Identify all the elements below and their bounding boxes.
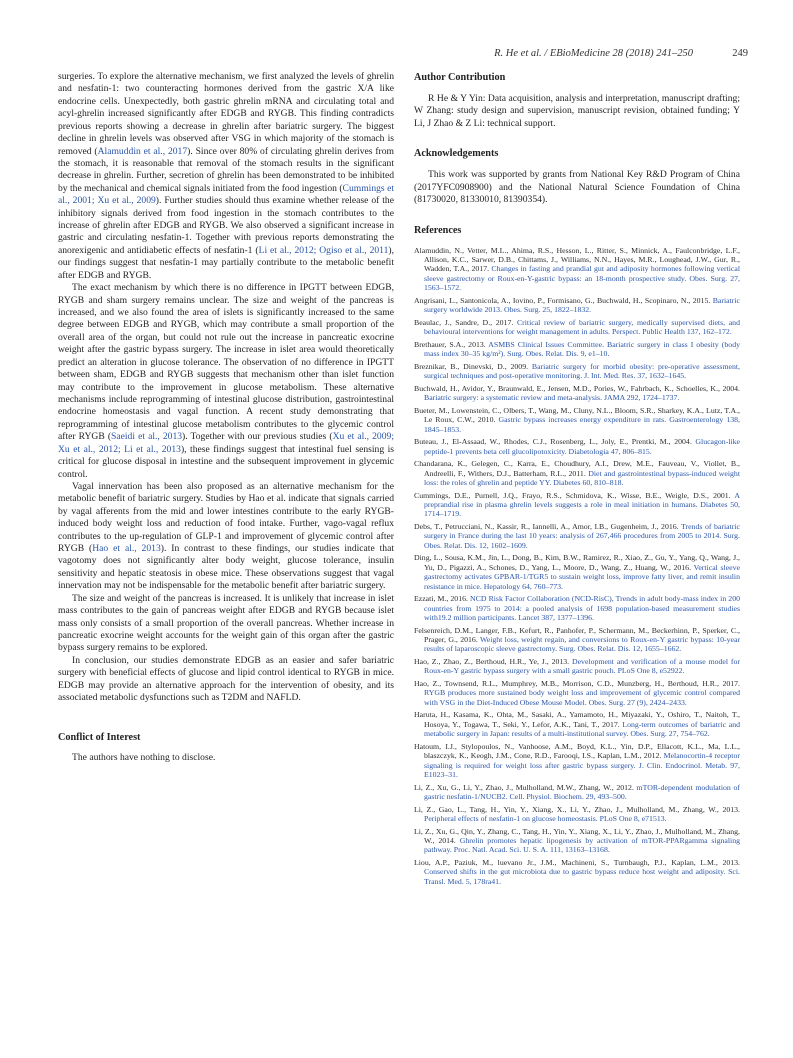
text: ). Since over 80% of circulating ghrelin derives from the stomach, it is reasonable that removal of the stomach results in the significant decrease in ghrelin. Further, secretion of ghrelin has been demonstrated to be inhibited by the mechanical and chemical signals initiated from the food ingestion (: [58, 145, 394, 194]
reference-link[interactable]: Trends of bariatric surgery in France during the last 10 years: analysis of 267,466 procedures from 2005 to 2014. Surg. Obes. Relat. Dis. 12, 1602–1609.: [424, 521, 740, 550]
reference-item: [414, 384, 740, 403]
right-column: [414, 71, 740, 889]
reference-authors: Liou, A.P., Paziuk, M., luevano Jr., J.M., Machineni, S., Turnbaugh, P.J., Kaplan, L.M., 2013.: [414, 858, 740, 868]
reference-link[interactable]: Weight loss, weight regain, and conversions to Roux-en-Y gastric bypass: 10-year results of laparoscopic sleeve gastrectomy. Surg. Obes. Relat. Dis. 12, 1655–1662.: [424, 635, 740, 654]
journal-citation: R. He et al. / EBioMedicine 28 (2018) 241–250: [494, 48, 693, 59]
reference-link[interactable]: NCD Risk Factor Collaboration (NCD-RisC), Trends in adult body-mass index in 200 countries from 1975 to 2014: a pooled analysis of 1698 population-based measurement studies with19.2 million participants. Lancet 387, 1377–1396.: [424, 594, 740, 622]
reference-item: [414, 783, 740, 802]
text: Vagal innervation has been also proposed as an alternative mechanism for the metabolic benefit of bariatric surgery. Studies by Hao et al. indicate that signals carried by vagal afferents from the mid and lower intestines contribute to the early RYGB-induced body weight loss and reduction of food intake. Further, vago-vagal reflux contributes to the up-regulation of GLP-1 and improvement of glycemic control after RYGB (: [58, 480, 394, 555]
reference-link[interactable]: Long-term outcomes of bariatric and metabolic surgery in Japan: results of a multi-institutional survey. Obes. Surg. 27, 754–762.: [424, 719, 740, 739]
reference-link[interactable]: RYGB produces more sustained body weight loss and improvement of glycemic control compared with VSG in the Diet-Induced Obese Mouse Model. Obes. Surg. 27 (9), 2424–2433.: [424, 688, 740, 707]
reference-item: [414, 805, 740, 824]
reference-item: [414, 626, 740, 654]
reference-link[interactable]: Vertical sleeve gastrectomy activates GPBAR-1/TGR5 to sustain weight loss, improve fatty liver, and remit insulin resistance in mice. Hepatology 64, 760–773.: [424, 562, 740, 591]
reference-authors: Buchwald, H., Avidor, Y., Braunwald, E., Jensen, M.D., Pories, W., Fahrbach, K., Schoelles, K., 2004.: [414, 383, 740, 393]
text: ), our findings suggest that nesfatin-1 may partially contribute to the metabolic benefit after EDGB and RYGB.: [58, 244, 394, 281]
reference-item: [414, 246, 740, 293]
text: ). Further studies should thus examine whether release of the inhibitory signals derived from food ingestion in the stomach contributes to the increase of ghrelin after EDGB and RYGB. We also observed a significant increase in gastric and circulating nesfatin-1. Together with previous reports demonstrating the anorexigenic and antidiabetic effects of nesfatin-1 (: [58, 195, 394, 256]
section-heading-acknowledgements: Acknowledgements: [414, 148, 499, 160]
author-contribution-text: R He & Y Yin: Data acquisition, analysis and interpretation, manuscript drafting; W Zhang: study design and supervision, manuscript revision, obtained funding; Y Li, J Zhao & Z Li: technical support.: [414, 93, 740, 129]
reference-link[interactable]: Ghrelin promotes hepatic lipogenesis by activation of mTOR-PPARgamma signaling pathway. Proc. Natl. Acad. Sci. U. S. A. 111, 13163–13168.: [424, 836, 740, 855]
reference-link[interactable]: Melanocortin-4 receptor signaling is required for weight loss after gastric bypass surgery. J. Clin. Endocrinol. Metab. 97, E1023–31.: [424, 751, 740, 780]
reference-authors: Breznikar, B., Dinevski, D., 2009.: [414, 361, 532, 371]
reference-item: [414, 710, 740, 738]
reference-item: [414, 553, 740, 591]
reference-authors: Chandarana, K., Gelegen, C., Karra, E., Choudhury, A.I., Drew, M.E., Fauveau, V., Viollet, B., Andreelli, F., Withers, D.J., Batterham, R.L., 2011.: [414, 459, 740, 478]
reference-authors: Debs, T., Petrucciani, N., Kassir, R., Iannelli, A., Amor, I.B., Gugenheim, J., 2016.: [414, 521, 682, 531]
citation-link[interactable]: Alamuddin et al., 2017: [97, 145, 188, 157]
text: The exact mechanism by which there is no difference in IPGTT between EDGB, RYGB and sham surgery remains unclear. The size and weight of the pancreas is increased, and we also found the area of islets is significantly increased to the same degree between EDGB and RYGB, which may contribute a small proportion of the overall area of the organ, but could not rule out the increase in pancreatic exocrine weight after the gastric bypass surgery. The increase in islet area would theoretically predict an alteration in glucose tolerance. The observation of no difference in IPGTT between sham, EDGB and RYGB suggests that mechanism other than islet function may contribute to the improvement in glucose metabolism. These alternative mechanisms include reprogramming of intestinal glucose distribution, gastrointestinal endocrine homeostasis and vagal function. A recent study demonstrating that reprogramming of intestinal glucose metabolism contributes to the glycemic control after RYGB (: [58, 282, 394, 443]
citation-link[interactable]: Li et al., 2012; Ogiso et al., 2011: [258, 244, 389, 256]
reference-link[interactable]: Diet and gastrointestinal bypass-induced weight loss: the roles of ghrelin and peptide YY. Diabetes 60, 810–818.: [424, 468, 740, 487]
reference-item: [414, 362, 740, 381]
reference-item: [414, 522, 740, 550]
reference-link[interactable]: Critical review of bariatric surgery, medically supervised diets, and behavioural interventions for weight management in adults. Perspect. Public Health 137, 162–172.: [424, 317, 740, 337]
reference-link[interactable]: Gastric bypass increases energy expenditure in rats. Gastroenterology 138, 1845–1853.: [424, 415, 741, 434]
running-header: [300, 48, 748, 62]
paragraph-pancreas: The size and weight of the pancreas is increased. It is unlikely that increase in islet mass contributes to the gain of pancreas weight after EDGB and RYGB because islet mass only consists of a small proportion of the overall pancreas. Whether increase in pancreatic exocrine weight accounts for the weight gain of this organ after the gastric bypass surgery remains to be explored.: [58, 592, 394, 654]
reference-authors: Felsenreich, D.M., Langer, F.B., Kefurt, R., Panhofer, P., Schermann, M., Beckerhinn, P., Sperker, C., Prager, G., 2016.: [414, 625, 740, 644]
citation-link[interactable]: Hao et al., 2013: [92, 543, 161, 555]
reference-link[interactable]: Conserved shifts in the gut microbiota due to gastric bypass reduce host weight and adiposity. Sci. Transl. Med. 5, 178ra41.: [424, 867, 740, 886]
reference-item: [414, 340, 740, 359]
reference-authors: Buteau, J., El-Assaad, W., Rhodes, C.J., Rosenberg, L., Joly, E., Prentki, M., 2004.: [414, 437, 696, 447]
reference-link[interactable]: mTOR-dependent modulation of gastric nesfatin-1/NUCB2. Cell. Physiol. Biochem. 29, 493–500.: [424, 782, 740, 802]
reference-authors: Hao, Z., Townsend, R.L., Mumphrey, M.B., Morrison, C.D., Munzberg, H., Berthoud, H.R., 2017.: [414, 679, 740, 688]
reference-authors: Alamuddin, N., Vetter, M.L., Ahima, R.S., Hesson, L., Ritter, S., Minnick, A., Faulconbridge, L.F., Allison, K.C., Sarwer, D.B., Chittams, J., Williams, N.N., Hayes, M.R., Loughead, J.W., Gur, R., Wadden, T.A., 2017.: [414, 245, 740, 274]
reference-authors: Li, Z., Xu, G., Qin, Y., Zhang, C., Tang, H., Yin, Y., Xiang, X., Li, Y., Zhao, J., Mulholland, M., Zhang, W., 2014.: [414, 826, 740, 846]
reference-item: [414, 679, 740, 707]
reference-authors: Haruta, H., Kasama, K., Ohta, M., Sasaki, A., Yamamoto, H., Miyazaki, Y., Oshiro, T., Naitoh, T., Hosoya, Y., Togawa, T., Seki, Y., Lefor, A.K., Tani, T., 2017.: [414, 710, 740, 729]
reference-item: [414, 318, 740, 337]
reference-authors: Hao, Z., Zhao, Z., Berthoud, H.R., Ye, J., 2013.: [414, 657, 572, 666]
acknowledgements-text: This work was supported by grants from National Key R&D Program of China (2017YFC0908900) and the National Natural Science Foundation of China (81730020, 81330010, 81390354).: [414, 169, 740, 206]
reference-link[interactable]: Peripheral effects of nesfatin-1 on glucose homeostasis. PLoS One 8, e71513.: [424, 814, 667, 824]
reference-authors: Ding, L., Sousa, K.M., Jin, L., Dong, B., Kim, B.W., Ramirez, R., Xiao, Z., Gu, Y., Yang, Q., Wang, J., Yu, D., Pigazzi, A., Schones, D., Yang, L., Moore, D., Wang, Z., Huang, W., 2016.: [414, 553, 740, 572]
paragraph-conclusion: In conclusion, our studies demonstrate EDGB as an easier and safer bariatric surgery with beneficial effects of glucose and lipid control identical to RYGB in mice. EDGB may provide an alternative approach for the intervention of obesity, and its associated metabolic dysfunctions such as T2DM and NAFLD.: [58, 654, 394, 704]
reference-link[interactable]: Bariatric surgery: a systematic review and meta-analysis. JAMA 292, 1724–1737.: [424, 393, 680, 403]
reference-item: [414, 657, 740, 676]
text: surgeries. To explore the alternative mechanism, we first analyzed the levels of ghrelin and nesfatin-1: two counteracting hormones derived from the gastric X/A like endocrine cells. Unexpectedly, both gastric ghrelin mRNA and circulating total and acyl-ghrelin increased significantly after EDGB and RYGB. This finding contradicts previous reports showing a decrease in ghrelin after bariatric surgery. The biggest decline in ghrelin levels was observed after VSG in which majority of the stomach is removed (: [58, 71, 394, 157]
reference-link[interactable]: Changes in fasting and prandial gut and adiposity hormones following vertical sleeve gastrectomy or Roux-en-Y-gastric bypass: an 18-month prospective study. Obes. Surg. 27, 1563–1572.: [424, 264, 740, 293]
reference-item: [414, 406, 740, 434]
reference-authors: Li, Z., Xu, G., Li, Y., Zhao, J., Mulholland, M.W., Zhang, W., 2012.: [414, 782, 637, 792]
reference-link[interactable]: ASMBS Clinical Issues Committee. Bariatric surgery in class I obesity (body mass index 30–35 kg/m²). Surg. Obes. Relat. Dis. 9, e1–10.: [424, 339, 740, 359]
reference-authors: Beaulac, J., Sandre, D., 2017.: [414, 317, 517, 327]
left-column: [58, 71, 394, 764]
page-number: 249: [732, 48, 748, 59]
reference-authors: Li, Z., Gao, L., Tang, H., Yin, Y., Xiang, X., Li, Y., Zhao, J., Mulholland, M., Zhang, W., 2013.: [414, 804, 740, 814]
reference-link[interactable]: Bariatric surgery worldwide 2013. Obes. Surg. 25, 1822–1832.: [424, 295, 740, 315]
reference-item: [414, 858, 740, 886]
reference-link[interactable]: Bariatric surgery for morbid obesity: pre-operative assessment, surgical techniques and post-operative monitoring. J. Int. Med. Res. 37, 1632–1645.: [424, 361, 740, 381]
text: ), these findings suggest that intestinal fuel sensing is critical for glucose disposal in intestine and the subsequent improvement in glycemic control.: [58, 443, 394, 480]
reference-authors: Cummings, D.E., Purnell, J.Q., Frayo, R.S., Schmidova, K., Wisse, B.E., Weigle, D.S., 2001.: [414, 490, 735, 500]
reference-link[interactable]: Glucagon-like peptide-1 prevents beta cell glucolipotoxicity. Diabetologia 47, 806–815.: [424, 437, 740, 456]
citation-link[interactable]: Xu et al., 2009; Xu et al., 2012; Li et al., 2013: [58, 431, 394, 455]
reference-item: [414, 459, 740, 487]
reference-authors: Ezzati, M., 2016.: [414, 594, 471, 604]
section-heading-references: References: [414, 224, 462, 236]
citation-link[interactable]: Saeidi et al., 2013: [111, 431, 183, 443]
text: ). In contrast to these findings, our studies indicate that vagotomy does not significantly alter body weight, glucose tolerance, insulin sensitivity and hepatic steatosis in obese mice. These observations suggest that vagal innervation may not be indispensable for the metabolic benefit after bariatric surgery.: [58, 543, 395, 592]
reference-list: [414, 246, 740, 887]
reference-authors: Brethauer, S.A., 2013.: [414, 339, 489, 349]
reference-item: [414, 594, 740, 622]
citation-link[interactable]: Cummings et al., 2001; Xu et al., 2009: [58, 182, 395, 207]
reference-item: [414, 491, 740, 519]
section-heading-conflict: Conflict of Interest: [58, 731, 141, 743]
paragraph-vagal: [58, 481, 394, 593]
reference-authors: Bueter, M., Lowenstein, C., Olbers, T., Wang, M., Cluny, N.L., Bloom, S.R., Sharkey, K.A., Lutz, T.A., Le Roux, C.W., 2010.: [414, 405, 740, 425]
reference-authors: Hatoum, I.J., Stylopoulos, N., Vanhoose, A.M., Boyd, K.L., Yin, D.P., Ellacott, K.L., Ma, L.L., blaszczyk, K., Keogh, J.M., Cone, R.D., Farooqi, I.S., Kaplan, L.M., 2012.: [414, 741, 740, 761]
conflict-text: The authors have nothing to disclose.: [72, 751, 216, 763]
reference-link[interactable]: A preprandial rise in plasma ghrelin levels suggests a role in meal initiation in humans. Diabetes 50, 1714–1719.: [424, 490, 740, 519]
paragraph-ghrelin: [58, 71, 394, 282]
section-heading-author: Author Contribution: [414, 72, 506, 83]
reference-item: [414, 437, 740, 456]
reference-authors: Angrisani, L., Santonicola, A., Iovino, P., Formisano, G., Buchwald, H., Scopinaro, N., 2015.: [414, 295, 713, 305]
reference-link[interactable]: Development and verification of a mouse model for Roux-en-Y gastric bypass surgery with a small gastric pouch. PLoS One 8, e52922.: [424, 657, 740, 676]
reference-item: [414, 827, 740, 855]
reference-item: [414, 296, 740, 315]
text: ). Together with our previous studies (: [182, 431, 333, 443]
paragraph-ipgtt: [58, 282, 394, 481]
reference-item: [414, 742, 740, 780]
